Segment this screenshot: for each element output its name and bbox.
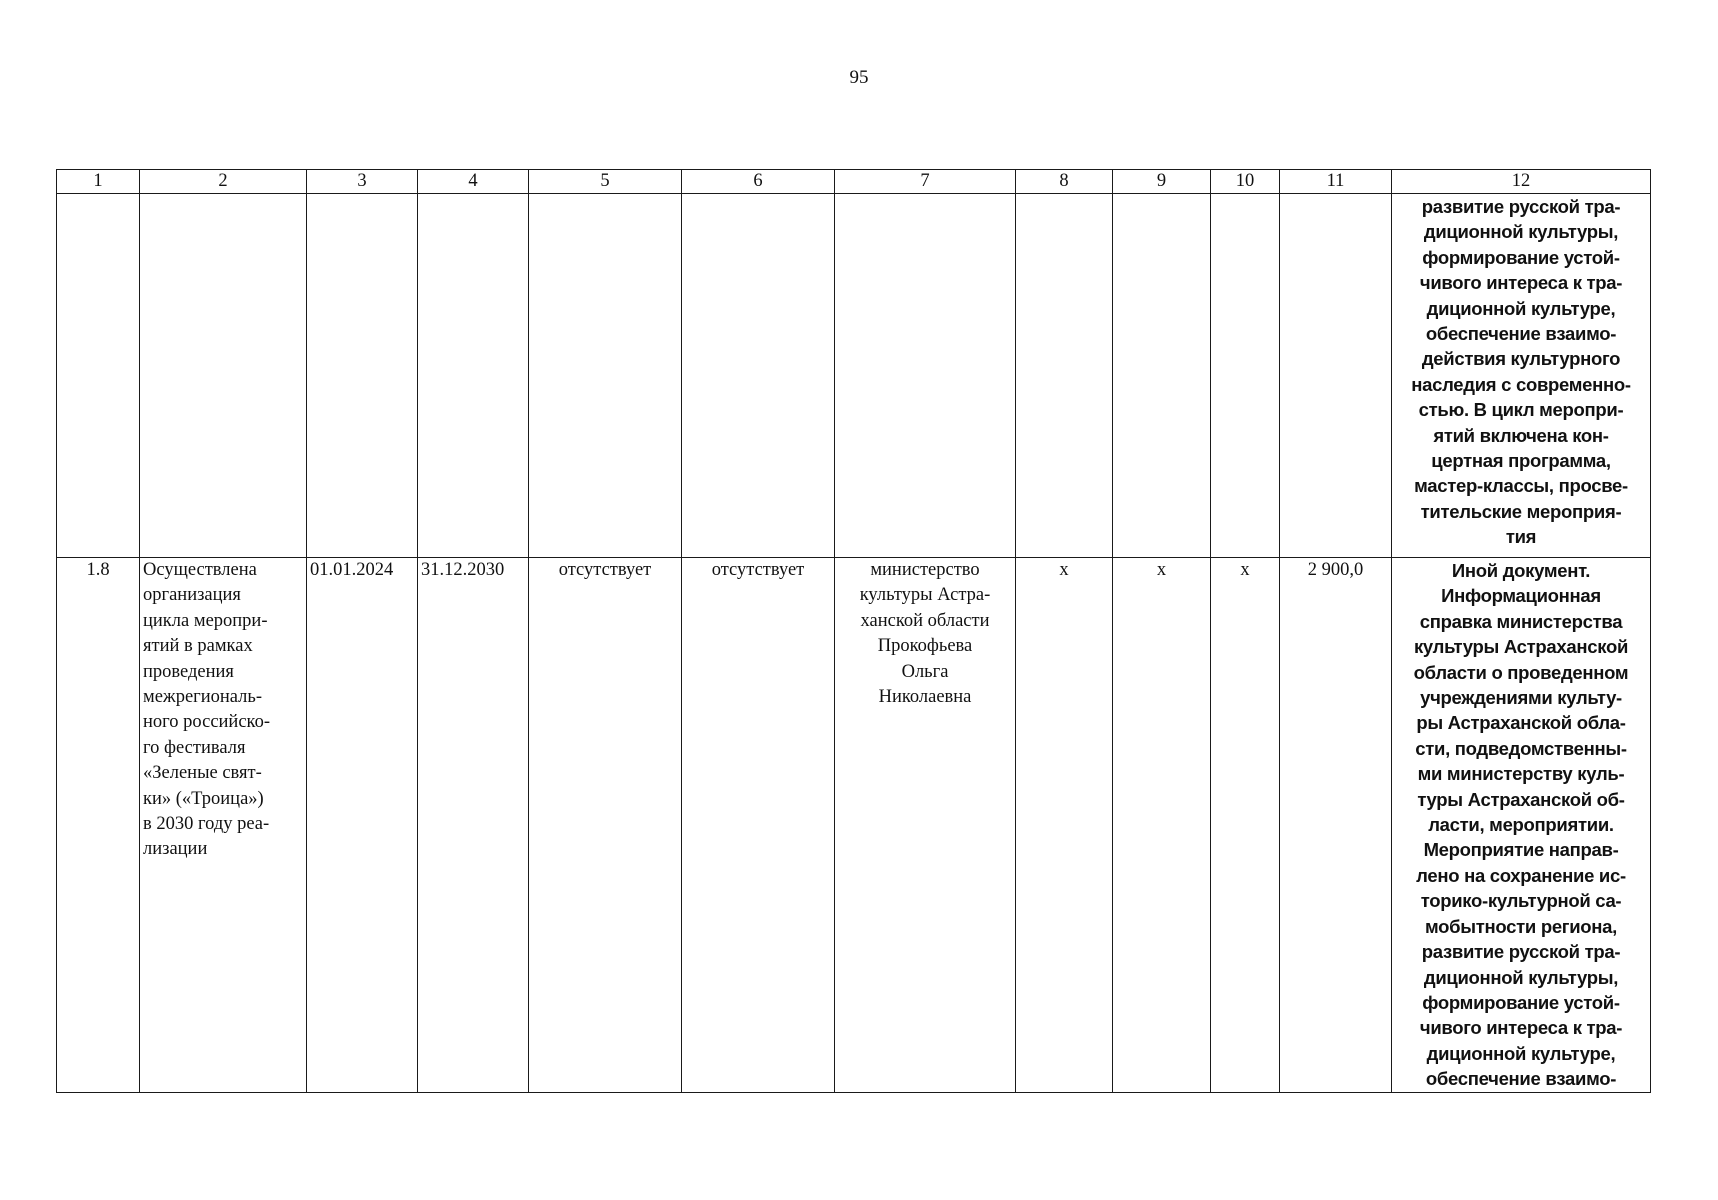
column-header: 5 bbox=[529, 170, 682, 194]
column-5-cell: отсутствует bbox=[529, 558, 682, 1093]
page-number: 95 bbox=[849, 67, 869, 88]
table-cell-empty bbox=[835, 194, 1016, 558]
column-header: 7 bbox=[835, 170, 1016, 194]
column-header: 3 bbox=[307, 170, 418, 194]
column-6-cell: отсутствует bbox=[682, 558, 835, 1093]
column-header: 9 bbox=[1113, 170, 1211, 194]
column-9-cell: х bbox=[1113, 558, 1211, 1093]
responsible-text: министерство культуры Астра- ханской области Прокофьева Ольга Николаевна bbox=[859, 560, 991, 708]
column-header: 10 bbox=[1211, 170, 1280, 194]
table-header-row bbox=[57, 170, 1651, 194]
table-row-continuation bbox=[57, 194, 1651, 558]
table-cell-empty bbox=[1211, 194, 1280, 558]
amount-cell: 2 900,0 bbox=[1280, 558, 1392, 1093]
table-cell-empty bbox=[57, 194, 140, 558]
table-cell-empty bbox=[1016, 194, 1113, 558]
table-cell-empty bbox=[140, 194, 307, 558]
column-8-cell: х bbox=[1016, 558, 1113, 1093]
column-header: 12 bbox=[1392, 170, 1651, 194]
row-number-cell: 1.8 bbox=[57, 558, 140, 1093]
column-header: 8 bbox=[1016, 170, 1113, 194]
column-header: 11 bbox=[1280, 170, 1392, 194]
document-text: Иной документ. Информационная справка министерства культуры Астраханской области о проведенном учреждениями культу- ры Астраханской обла- сти, подведомственны- ми министерству куль- туры Астраханской об- ласти, мероприятии. Мероприятие направ- лено на сохранение ис- торико-культурной са- мобытности региона, развитие русской тра- диционной культуры, формирование устой- чивого интереса к тра- диционной культуре, обеспечение взаимо- bbox=[1413, 560, 1629, 1090]
table-cell-empty bbox=[1280, 194, 1392, 558]
table-cell-empty bbox=[307, 194, 418, 558]
column-header: 6 bbox=[682, 170, 835, 194]
end-date-cell: 31.12.2030 bbox=[418, 558, 529, 1093]
column-header: 4 bbox=[418, 170, 529, 194]
document-cell bbox=[1392, 558, 1651, 1093]
column-header: 2 bbox=[140, 170, 307, 194]
table-cell-empty bbox=[418, 194, 529, 558]
column-header: 1 bbox=[57, 170, 140, 194]
column-10-cell: х bbox=[1211, 558, 1280, 1093]
description-cell bbox=[140, 558, 307, 1093]
start-date-cell: 01.01.2024 bbox=[307, 558, 418, 1093]
continued-document-cell bbox=[1392, 194, 1651, 558]
table-cell-empty bbox=[1113, 194, 1211, 558]
table-row-1-8 bbox=[57, 558, 1651, 1093]
responsible-cell bbox=[835, 558, 1016, 1093]
description-text: Осуществлена организация цикла меропри- ятий в рамках проведения межрегиональ- ного российско- го фестиваля «Зеленые свят- ки» («Троица») в 2030 году реа- лизации bbox=[143, 560, 271, 860]
table-cell-empty bbox=[682, 194, 835, 558]
plan-table bbox=[56, 169, 1651, 1093]
table-cell-empty bbox=[529, 194, 682, 558]
continued-document-text: развитие русской тра- диционной культуры, формирование устой- чивого интереса к тра- диционной культуре, обеспечение взаимо- действия культурного наследия с современно- стью. В цикл меропри- ятий включена кон- цертная программа, мастер-классы, просве- тительские мероприя- тия bbox=[1411, 196, 1631, 548]
